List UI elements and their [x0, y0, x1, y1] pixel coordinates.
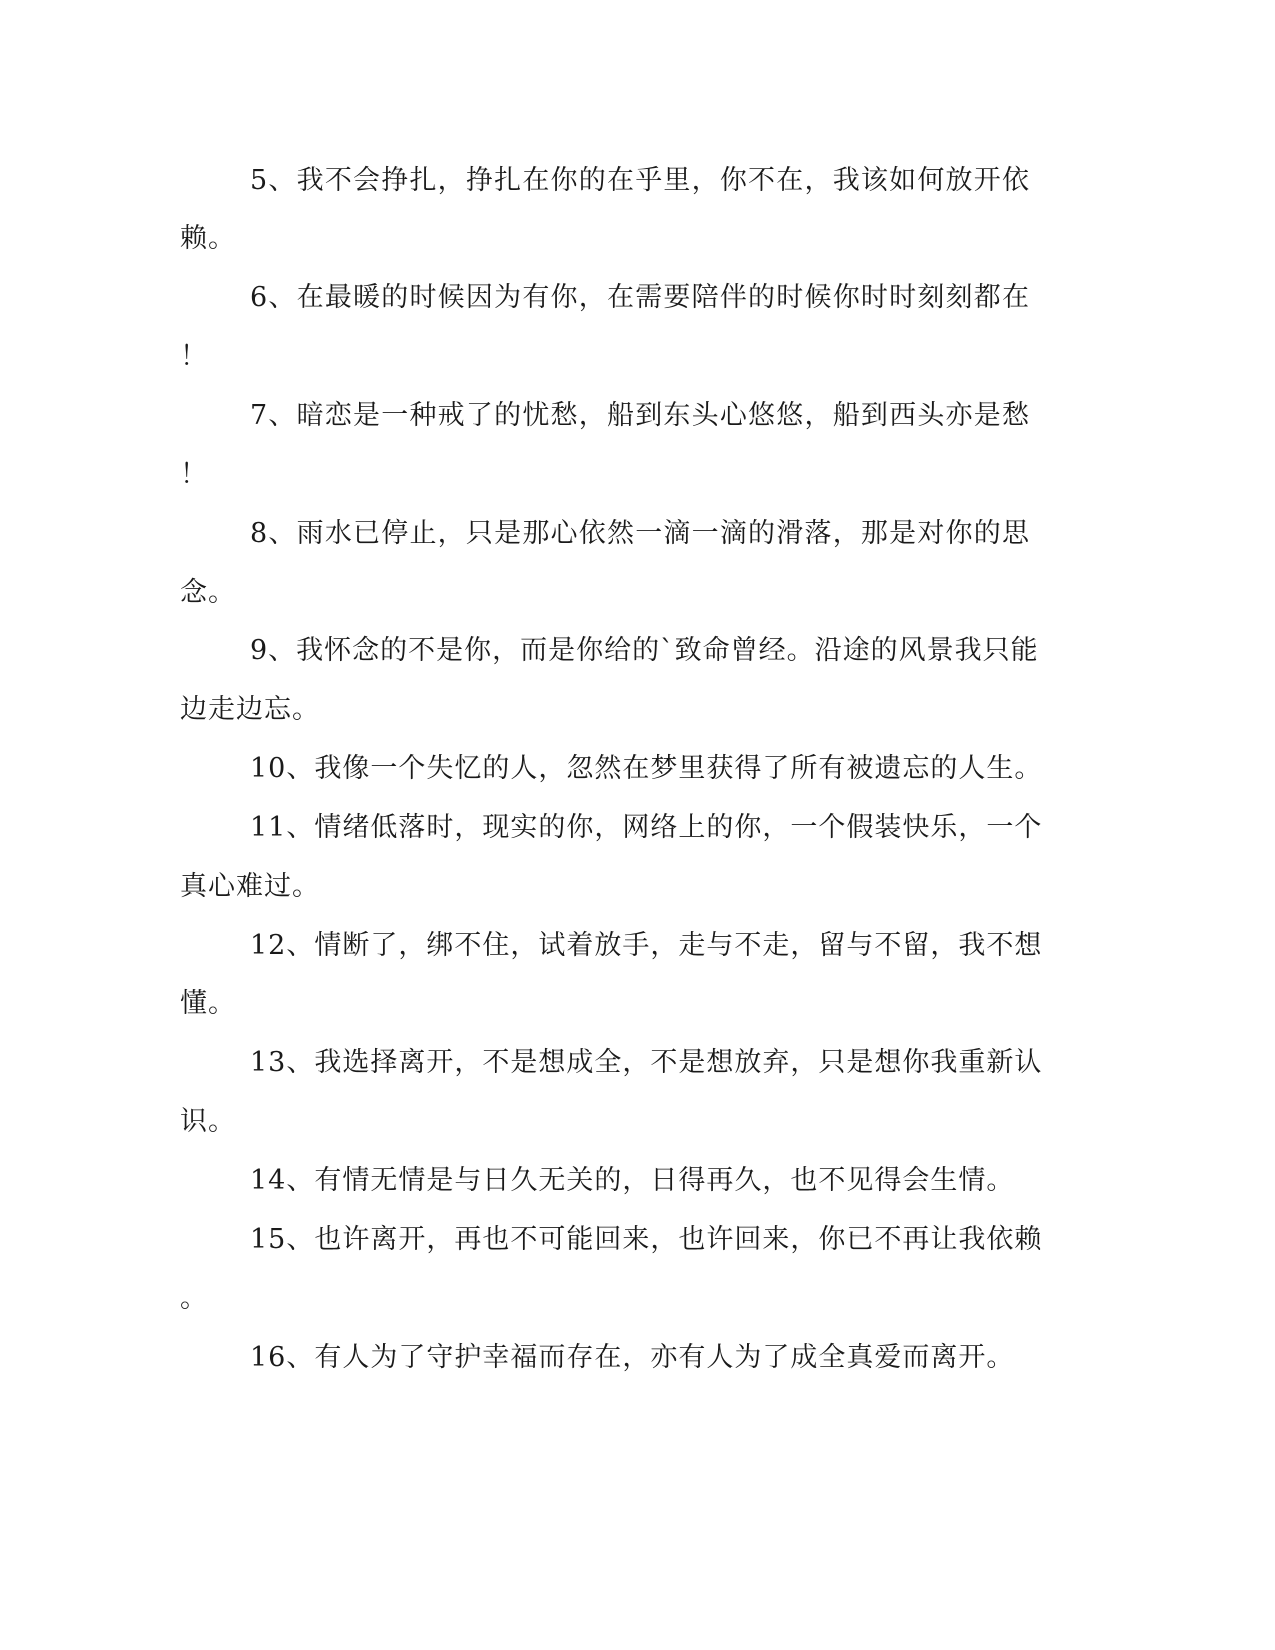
paragraph-12-line-1: 12、情断了，绑不住，试着放手，走与不走，留与不留，我不想 — [250, 930, 1043, 961]
paragraph-14-line-1: 14、有情无情是与日久无关的，日得再久，也不见得会生情。 — [250, 1165, 1015, 1196]
paragraph-9-line-2: 边走边忘。 — [180, 694, 320, 725]
paragraph-11-line-2: 真心难过。 — [180, 871, 320, 902]
paragraph-8-line-1: 8、雨水已停止，只是那心依然一滴一滴的滑落，那是对你的思 — [250, 518, 1030, 549]
paragraph-11-line-1: 11、情绪低落时，现实的你，网络上的你，一个假装快乐，一个 — [250, 812, 1043, 843]
paragraph-15-line-1: 15、也许离开，再也不可能回来，也许回来，你已不再让我依赖 — [250, 1224, 1043, 1255]
paragraph-7-line-1: 7、暗恋是一种戒了的忧愁，船到东头心悠悠，船到西头亦是愁 — [250, 400, 1030, 431]
paragraph-15-line-2: 。 — [180, 1283, 208, 1314]
paragraph-5-line-2: 赖。 — [180, 223, 236, 254]
paragraph-13-line-2: 识。 — [180, 1106, 236, 1137]
paragraph-7-line-2: ！ — [180, 459, 208, 490]
paragraph-6-line-2: ！ — [180, 341, 208, 372]
paragraph-5-line-1: 5、我不会挣扎，挣扎在你的在乎里，你不在，我该如何放开依 — [250, 165, 1030, 196]
paragraph-8-line-2: 念。 — [180, 577, 236, 608]
paragraph-10-line-1: 10、我像一个失忆的人，忽然在梦里获得了所有被遗忘的人生。 — [250, 753, 1043, 784]
paragraph-12-line-2: 懂。 — [180, 988, 236, 1019]
paragraph-6-line-1: 6、在最暖的时候因为有你，在需要陪伴的时候你时时刻刻都在 — [250, 282, 1030, 313]
paragraph-9-line-1: 9、我怀念的不是你，而是你给的`致命曾经。沿途的风景我只能 — [250, 635, 1039, 666]
paragraph-16-line-1: 16、有人为了守护幸福而存在，亦有人为了成全真爱而离开。 — [250, 1342, 1015, 1373]
paragraph-13-line-1: 13、我选择离开，不是想成全，不是想放弃，只是想你我重新认 — [250, 1047, 1043, 1078]
